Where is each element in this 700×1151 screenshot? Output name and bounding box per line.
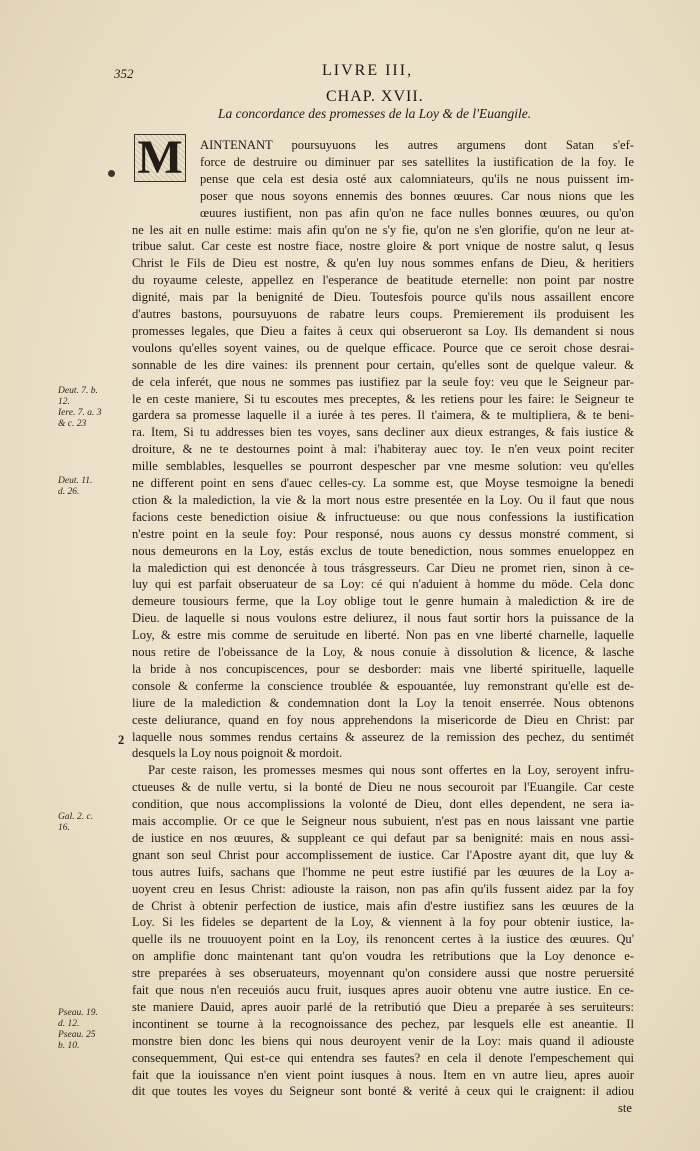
text-line: gnant son seul Christ pour accomplissement de iustice. Car l'Apostre ayant dit, que luy &	[132, 847, 634, 862]
text-line: ne different point en sens d'auec celles-cy. La somme est, que Moyse tesmoigne la benedi	[132, 476, 634, 490]
text-line: on amplifie donc maintenant tant qu'on voudra les retributions que la Loy denonce e-	[132, 949, 634, 964]
text-line: ste	[618, 1101, 632, 1116]
chapter-title: CHAP. XVII.	[326, 88, 424, 105]
text-line: promesses legales, que Dieu a faites à ceux qui obserueront sa Loy. Ils demandent si nous	[132, 323, 634, 338]
text-line: dignité, mais par la benignité de Dieu. Toutesfois pource qu'ils nous assaillent encore	[132, 290, 634, 305]
text-line: Christ le Fils de Dieu est nostre, & qu'en luy nous sommes enfans de Dieu, & heritiers	[132, 256, 634, 271]
text-line: monstre bien donc les biens qui nous deuroyent venir de la Loy: mais quand il adiouste	[132, 1033, 634, 1048]
text-line: tribue salut. Car ceste est nostre fiace, nostre gloire & port vnique de nostre salut, q Iesus	[132, 239, 634, 254]
text-line: ra. Item, Si tu addresses bien tes voyes, sans decliner aux dieux estranges, & fais iustice &	[132, 425, 634, 440]
text-line: condition, que nous accomplissions la volonté de Dieu, dont elles dependent, ne sera ia-	[132, 797, 634, 812]
text-line: ste maniere Dauid, apres auoir parlé de la retributió que Dieu a preparée à ses seruiteurs:	[132, 999, 634, 1014]
text-line: Par ceste raison, les promesses mesmes qui nous sont offertes en la Loy, seroyent infru-	[148, 763, 634, 778]
text-line: ne les ait en nulle estime: mais afin qu'on ne s'y fie, qu'on ne s'en glorifie, qu'on ne leur at-	[132, 222, 634, 237]
text-line: laquelle nous sommes rendus certains & asseurez de la remission des pechez, du sentimét	[132, 729, 634, 744]
chapter-subtitle: La concordance des promesses de la Loy & de l'Euangile.	[218, 106, 532, 121]
text-line: console & conferme la conscience troublée & espouantée, luy remonstrant qu'elle est de-	[132, 678, 634, 693]
text-line: droiture, & ne te destournes point à mal: i'habiteray auec toy. Ie n'en veux point reciter	[132, 442, 634, 457]
text-line: Loy, & estre mis comme de seruitude en liberté. Non pas en vne liberté charnelle, laquelle	[132, 628, 634, 643]
margin-note: Gal. 2. c. 16.	[58, 812, 94, 833]
text-line: la malediction qui est denoncée à tous trásgresseurs. Car Dieu ne promet rien, sinon à ce-	[132, 560, 634, 575]
running-head: LIVRE III,	[322, 62, 414, 79]
text-line: sonnable de les dire vaines: ils prennent pour certain, qu'elles sont de quelque valeur. &	[132, 357, 634, 372]
text-line: voulons qu'elles soyent vaines, ou de quelque efficace. Pource que ce seroit chose desrai-	[132, 340, 634, 355]
margin-note: Deut. 11. d. 26.	[58, 476, 93, 497]
text-line: demeure tousiours ferme, que la Loy oblige tout le genre humain à malediction & ire de	[132, 594, 634, 609]
text-line: pense que cela est desia osté aux calomniateurs, qu'ils ne nous puissent im-	[200, 171, 634, 186]
margin-note: Deut. 7. b. 12. Iere. 7. a. 3 & c. 23	[58, 386, 102, 429]
text-line: œuures iustifient, non pas afin qu'on ne face nulles bonnes œuures, ou qu'on	[200, 205, 634, 220]
drop-cap-letter: M	[137, 131, 183, 184]
text-line: ctueuses & de nulle vertu, si la bonté de Dieu ne nous secouroit par l'Euangile. Car ceste	[132, 780, 634, 795]
text-line: Dieu. de laquelle si nous voulons estre deliurez, il nous faut sortir hors la puissance de la	[132, 611, 634, 626]
text-line: gardera sa promesse laquelle il a iurée à tes peres. Il t'aimera, & te multipliera, & te beni-	[132, 408, 634, 423]
text-line: ceste deliurance, quand en foy nous apprehendons la misericorde de Dieu en Christ: par	[132, 712, 634, 727]
text-line: de iustice en nos œuures, & suppleant ce qui defaut par sa benignité: mais en nous assi-	[132, 830, 634, 845]
text-line: mais accomplie. Or ce que le Seigneur nous subuient, n'est pas en nous laissant vne partie	[132, 814, 634, 828]
text-line: la bride à nos concupiscences, pour se desborder: mais vne liberté spirituelle, laquelle	[132, 661, 634, 676]
text-line: facions ceste benediction oisiue & infructueuse: ou que nous confessions la iustification	[132, 509, 634, 524]
text-line: desquels la Loy nous poignoit & mordoit.	[132, 746, 343, 761]
page-number: 352	[114, 66, 134, 81]
text-line: luy qui est parfait obseruateur de sa Loy: cé qui n'aduient à homme du möde. Cela donc	[132, 577, 634, 592]
text-line: nous retire de l'obeissance de la Loy, & nous conuie à dissolution & licence, & lasche	[132, 645, 634, 659]
text-line: tous autres Iuifs, sachans que l'homme ne peut estre iustifié par les œuures de la Loy a-	[132, 864, 634, 879]
text-line: le en ceste maniere, Si tu escoutes mes preceptes, & les retiens pour les faire: le Seigneur te	[132, 391, 634, 406]
text-line: fait que la iouissance n'en vient point iusques à nous. Item en vn autre lieu, apres auoir	[132, 1067, 634, 1082]
text-line: n'estre point en la seule foy: Pour responsé, nous auons cy dessus monstré comment, si	[132, 526, 634, 541]
text-line: stre preparées à ses obseruateurs, moyennant qu'on considere aussi que nostre peruersité	[132, 966, 634, 981]
text-line: de cela inferét, que nous ne sommes pas iustifiez par la seule foy: veu que le Seigneur par-	[132, 374, 634, 389]
text-line: nous demeurons en la Loy, estás exclus de toute benediction, nous sommes enueloppez en	[132, 543, 634, 558]
text-line: liure de la malediction & condemnation dont la Loy la tenoit enserrée. Nous obtenons	[132, 695, 634, 710]
text-line: Loy. Si les fideles se departent de la Loy, & viennent à la foy pour obtenir iustice, la-	[132, 915, 634, 930]
text-line: de Christ à obtenir perfection de iustice, mais afin d'estre iustifiez sans les œuures de la	[132, 898, 634, 913]
margin-note: Pseau. 19. d. 12. Pseau. 25 b. 10.	[58, 1008, 98, 1051]
text-line: consequemment, Qui est-ce qui entendra ses fautes? en cela il denote l'empeschement qui	[132, 1050, 634, 1065]
text-line: ction & la malediction, la vie & la mort nous estre presentée en la Loy. Ou il faut que nous	[132, 492, 634, 507]
text-line: fait que nous n'en receuiós aucu fruit, iusques apres auoir obtenu vne autre iustice. En ce-	[132, 983, 634, 997]
text-line: mille semblables, lesquelles se pourront despescher par vne mesme solution: veu qu'elles	[132, 459, 634, 474]
text-line: AINTENANT poursuyuons les autres argumens dont Satan s'ef-	[200, 138, 634, 152]
paragraph-number: 2	[118, 733, 125, 747]
text-line: du royaume celeste, appellez en l'esperance de beatitude eternelle: non point par nostre	[132, 273, 634, 288]
text-line: incontinent se tourne à la recognoissance des pechez, par lesquels elle est aneantie. Il	[132, 1016, 634, 1031]
text-line: uoyent creu en Iesus Christ: adiouste la raison, non pas afin qu'ils fussent aidez par la foy	[132, 881, 634, 896]
text-line: quelle ils ne trouuoyent point en la Loy, ils renoncent certes à la iustice des œuures. Qu'	[132, 932, 634, 947]
text-line: d'autres bastons, poursuyuons de rabatre leurs coups. Premierement ils produisent les	[132, 307, 634, 321]
text-line: force de destruire ou diminuer par ses satellites la iustification de la foy. Ie	[200, 154, 634, 169]
text-line: poser que nous soyons ennemis des bonnes œuures. Car nous nions que les	[200, 188, 634, 203]
text-line: dit que toutes les voyes du Seigneur sont bonté & verité à ceux qui le craignent: il adiou	[132, 1084, 634, 1099]
